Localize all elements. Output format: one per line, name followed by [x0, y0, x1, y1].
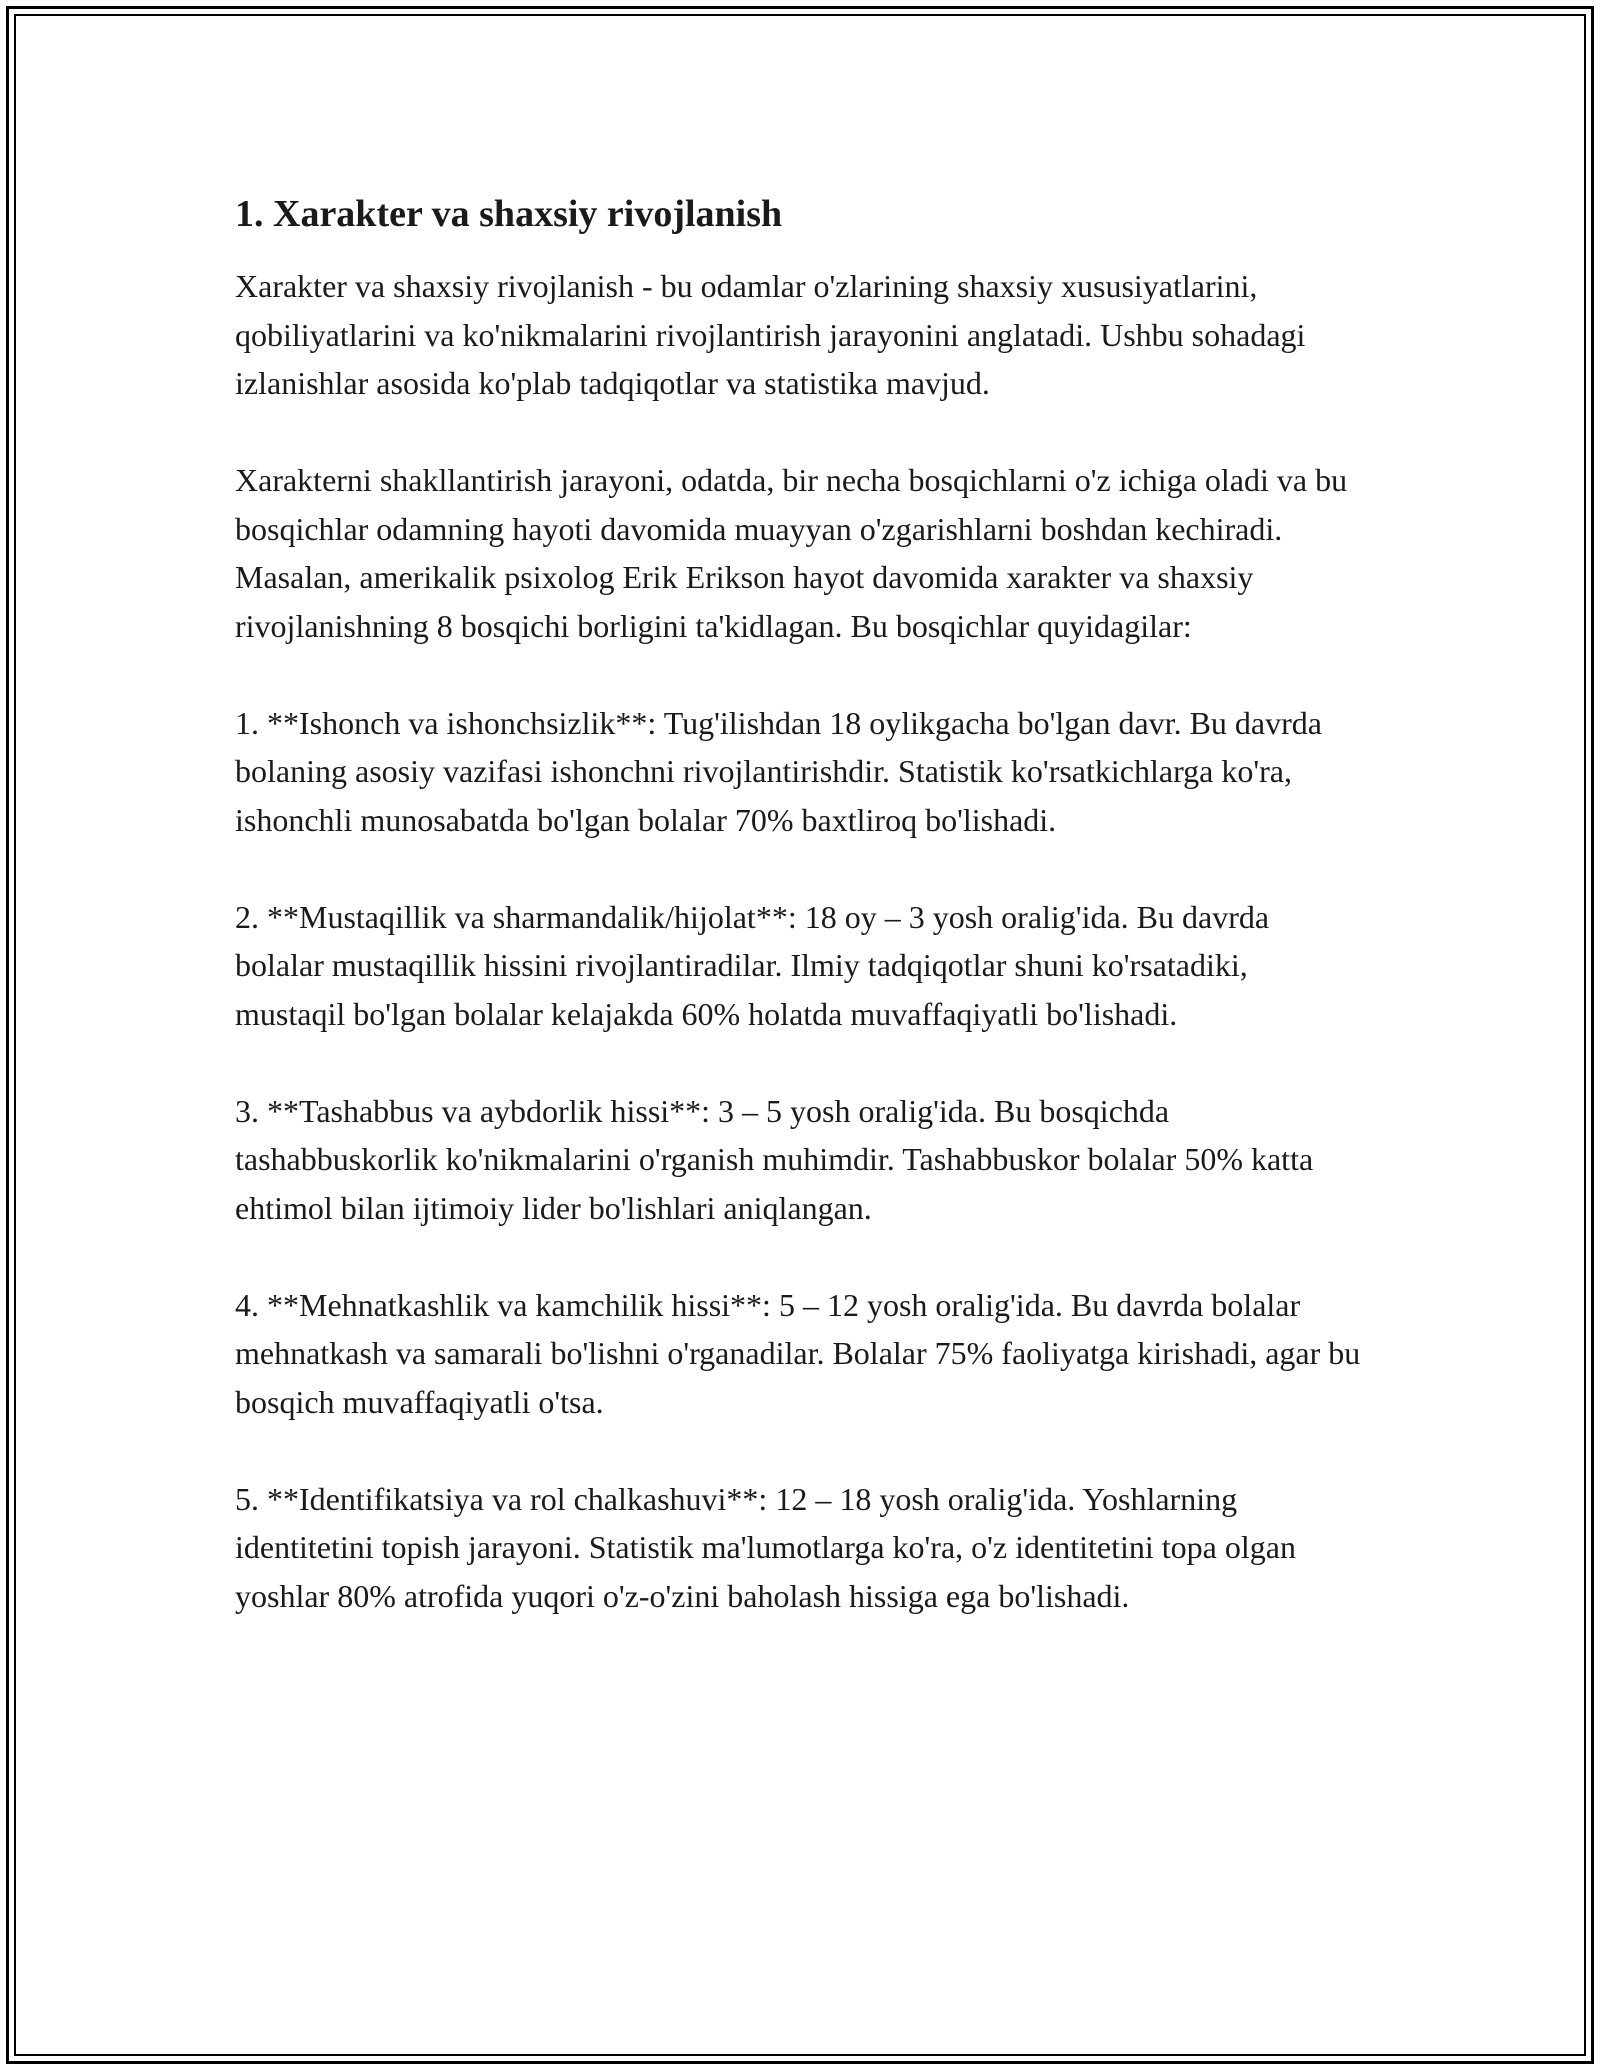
- stage-5-paragraph: 5. **Identifikatsiya va rol chalkashuvi**: 12 – 18 yosh oralig'ida. Yoshlarning identitetini topish jarayoni. Statistik ma'lumotlarga ko'ra, o'z identitetini topa olgan yoshlar 80% atrofida yuqori o'z-o'zini baholash hissiga ega bo'lishadi.: [235, 1480, 1296, 1614]
- stage-1-paragraph: 1. **Ishonch va ishonchsizlik**: Tug'ilishdan 18 oylikgacha bo'lgan davr. Bu davrda bolaning asosiy vazifasi ishonchni rivojlantirishdir. Statistik ko'rsatkichlarga ko'ra, ishonchli munosabatda bo'lgan bolalar 70% baxtliroq bo'lishadi.: [235, 704, 1322, 838]
- stage-2-paragraph: 2. **Mustaqillik va sharmandalik/hijolat**: 18 oy – 3 yosh oralig'ida. Bu davrda bolalar mustaqillik hissini rivojlantiradilar. Ilmiy tadqiqotlar shuni ko'rsatadiki, mustaqil bo'lgan bolalar kelajakda 60% holatda muvaffaqiyatli bo'lishadi.: [235, 898, 1270, 1032]
- stage-4-paragraph: 4. **Mehnatkashlik va kamchilik hissi**: 5 – 12 yosh oralig'ida. Bu davrda bolalar mehnatkash va samarali bo'lishni o'rganadilar. Bolalar 75% faoliyatga kirishadi, agar bu bosqich muvaffaqiyatli o'tsa.: [235, 1286, 1361, 1420]
- stages-intro-paragraph: Xarakterni shakllantirish jarayoni, odatda, bir necha bosqichlarni o'z ichiga oladi va bu bosqichlar odamning hayoti davomida muayyan o'zgarishlarni boshdan kechiradi. Masalan, amerikalik psixolog Erik Erikson hayot davomida xarakter va shaxsiy rivojlanishning 8 bosqichi borligini ta'kidlagan. Bu bosqichlar quyidagilar:: [235, 462, 1348, 644]
- section-title: 1. Xarakter va shaxsiy rivojlanish: [235, 193, 783, 235]
- document-body: [235, 190, 1365, 1669]
- intro-paragraph: Xarakter va shaxsiy rivojlanish - bu odamlar o'zlarining shaxsiy xususiyatlarini, qobiliyatlarini va ko'nikmalarini rivojlantirish jarayonini anglatadi. Ushbu sohadagi izlanishlar asosida ko'plab tadqiqotlar va statistika mavjud.: [235, 268, 1306, 401]
- stage-3-paragraph: 3. **Tashabbus va aybdorlik hissi**: 3 – 5 yosh oralig'ida. Bu bosqichda tashabbuskorlik ko'nikmalarini o'rganish muhimdir. Tashabbuskor bolalar 50% katta ehtimol bilan ijtimoiy lider bo'lishlari aniqlangan.: [235, 1092, 1314, 1226]
